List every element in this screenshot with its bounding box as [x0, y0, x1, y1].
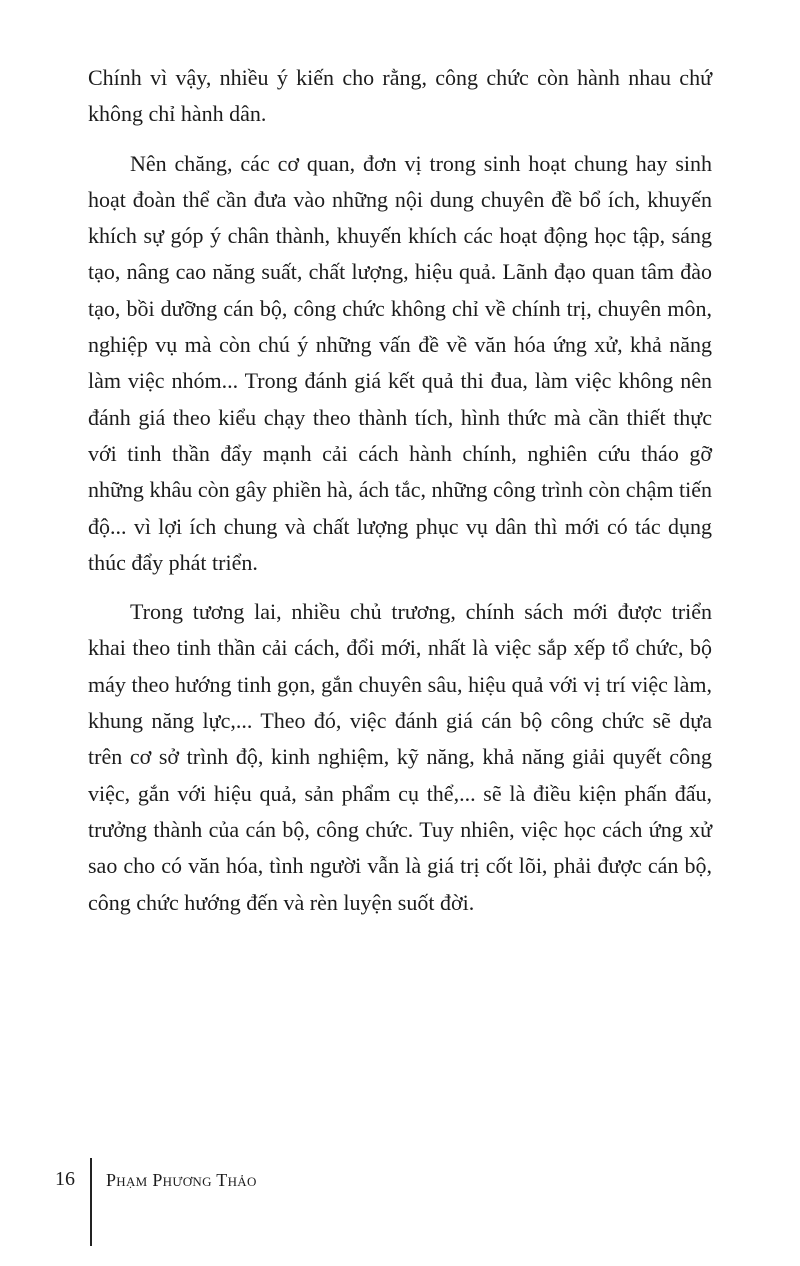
- paragraph: Nên chăng, các cơ quan, đơn vị trong sinh hoạt chung hay sinh hoạt đoàn thể cần đưa vào những nội dung chuyên đề bổ ích, khuyến khích sự góp ý chân thành, khuyến khích các hoạt động học tập, sáng tạo, nâng cao năng suất, chất lượng, hiệu quả. Lãnh đạo quan tâm đào tạo, bồi dưỡng cán bộ, công chức không chỉ về chính trị, chuyên môn, nghiệp vụ mà còn chú ý những vấn đề về văn hóa ứng xử, khả năng làm việc nhóm... Trong đánh giá kết quả thi đua, làm việc không nên đánh giá theo kiểu chạy theo thành tích, hình thức mà cần thiết thực với tinh thần đẩy mạnh cải cách hành chính, nghiên cứu tháo gỡ những khâu còn gây phiền hà, ách tắc, những công trình còn chậm tiến độ... vì lợi ích chung và chất lượng phục vụ dân thì mới có tác dụng thúc đẩy phát triển.: [88, 150, 712, 575]
- page-text-block: [88, 60, 712, 921]
- page-footer: [0, 1156, 800, 1266]
- paragraph: Trong tương lai, nhiều chủ trương, chính sách mới được triển khai theo tinh thần cải cách, đổi mới, nhất là việc sắp xếp tổ chức, bộ máy theo hướng tinh gọn, gắn chuyên sâu, hiệu quả với vị trí việc làm, khung năng lực,... Theo đó, việc đánh giá cán bộ công chức sẽ dựa trên cơ sở trình độ, kinh nghiệm, kỹ năng, khả năng giải quyết công việc, gắn với hiệu quả, sản phẩm cụ thể,... sẽ là điều kiện phấn đấu, trưởng thành của cán bộ, công chức. Tuy nhiên, việc học cách ứng xử sao cho có văn hóa, tình người vẫn là giá trị cốt lõi, phải được cán bộ, công chức hướng đến và rèn luyện suốt đời.: [88, 599, 712, 915]
- author-name: Phạm Phương Thảo: [106, 1170, 257, 1190]
- footer-divider: [90, 1158, 92, 1246]
- page-number: 16: [55, 1168, 75, 1190]
- paragraph-continuation: Chính vì vậy, nhiều ý kiến cho rằng, công chức còn hành nhau chứ không chỉ hành dân.: [88, 65, 712, 127]
